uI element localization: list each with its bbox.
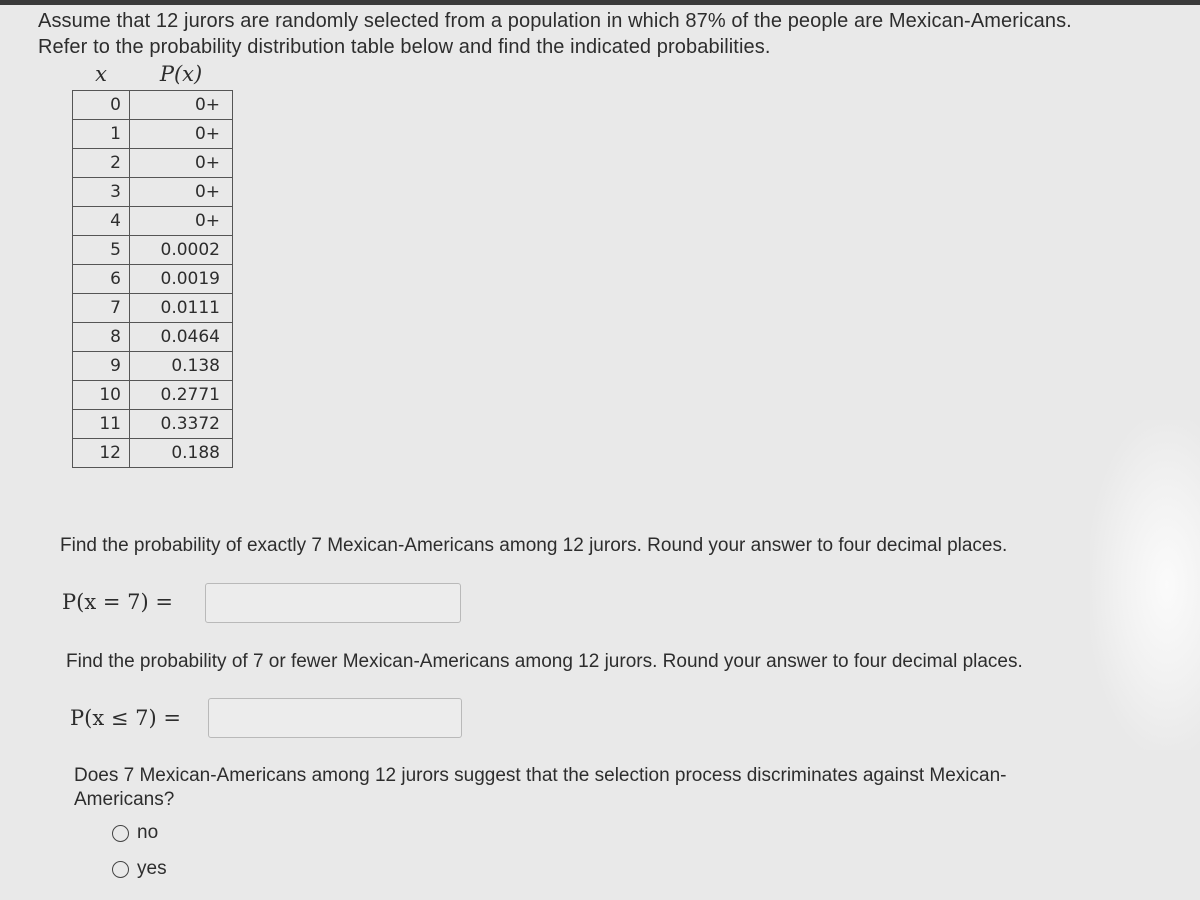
cell-px: 0+ — [130, 91, 233, 120]
cell-x: 10 — [73, 381, 130, 410]
cell-x: 4 — [73, 207, 130, 236]
cell-x: 11 — [73, 410, 130, 439]
cell-x: 7 — [73, 294, 130, 323]
cell-px: 0.0464 — [130, 323, 233, 352]
cell-x: 0 — [73, 91, 130, 120]
table-row — [73, 439, 233, 468]
table-body — [73, 91, 233, 468]
cell-px: 0+ — [130, 120, 233, 149]
cell-px: 0.138 — [130, 352, 233, 381]
table-row — [73, 410, 233, 439]
header-px: P(x) — [159, 62, 203, 86]
radio-no[interactable] — [112, 825, 129, 842]
table-row — [73, 323, 233, 352]
cell-px: 0.0002 — [130, 236, 233, 265]
table-row — [73, 294, 233, 323]
table-row — [73, 352, 233, 381]
top-edge — [0, 0, 1200, 5]
probability-table — [72, 58, 233, 468]
option-no-label: no — [137, 822, 159, 843]
cell-x: 1 — [73, 120, 130, 149]
table-row — [73, 381, 233, 410]
cell-x: 2 — [73, 149, 130, 178]
cell-px: 0.3372 — [130, 410, 233, 439]
cell-x: 9 — [73, 352, 130, 381]
cell-x: 6 — [73, 265, 130, 294]
question-1-text: Find the probability of exactly 7 Mexican-Americans among 12 jurors. Round your answer to four decimal places. — [60, 535, 1008, 556]
table-row — [73, 149, 233, 178]
answer-input-1[interactable] — [205, 583, 461, 623]
question-1-label: P(x = 7) = — [62, 590, 173, 614]
question-2-label: P(x ≤ 7) = — [70, 706, 181, 730]
problem-intro: Assume that 12 jurors are randomly selected from a population in which 87% of the people are Mexican-Americans. Refer to the probability distribution table below and find the indicated probabilities. — [38, 10, 1072, 58]
option-yes-label: yes — [137, 858, 167, 879]
table-row — [73, 236, 233, 265]
cell-x: 5 — [73, 236, 130, 265]
cell-x: 3 — [73, 178, 130, 207]
cell-px: 0.0019 — [130, 265, 233, 294]
screen-glare — [1090, 420, 1200, 750]
radio-yes[interactable] — [112, 861, 129, 878]
table-row — [73, 91, 233, 120]
answer-input-2[interactable] — [208, 698, 462, 738]
cell-x: 8 — [73, 323, 130, 352]
cell-px: 0.188 — [130, 439, 233, 468]
option-no[interactable] — [112, 822, 158, 844]
question-2-text: Find the probability of 7 or fewer Mexican-Americans among 12 jurors. Round your answer to four decimal places. — [66, 651, 1023, 672]
option-yes[interactable] — [112, 858, 167, 880]
table-row — [73, 178, 233, 207]
cell-px: 0+ — [130, 149, 233, 178]
cell-x: 12 — [73, 439, 130, 468]
question-3-text: Does 7 Mexican-Americans among 12 jurors suggest that the selection process discriminates against Mexican-Americans? — [74, 765, 1007, 810]
table-row — [73, 120, 233, 149]
cell-px: 0.2771 — [130, 381, 233, 410]
cell-px: 0+ — [130, 207, 233, 236]
cell-px: 0+ — [130, 178, 233, 207]
table-row — [73, 265, 233, 294]
table-row — [73, 207, 233, 236]
header-x: x — [95, 62, 107, 86]
cell-px: 0.0111 — [130, 294, 233, 323]
